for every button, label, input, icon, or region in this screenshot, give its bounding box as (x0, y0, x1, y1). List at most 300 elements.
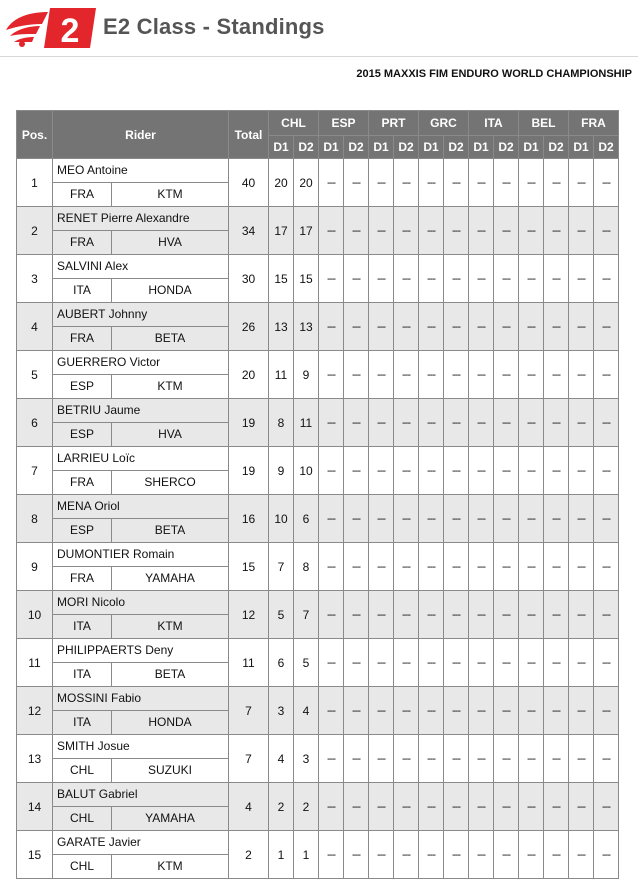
cell-position: 13 (17, 735, 53, 783)
rider-nation: CHL (53, 807, 112, 830)
cell-esp-d2: --- (344, 639, 369, 687)
rider-nation: FRA (53, 327, 112, 350)
rider-name: PHILIPPAERTS Deny (53, 639, 228, 663)
cell-esp-d1: --- (319, 735, 344, 783)
cell-esp-d1: --- (319, 303, 344, 351)
cell-total: 16 (229, 495, 269, 543)
cell-fra-d1: --- (569, 351, 594, 399)
cell-chl-d2: 1 (294, 831, 319, 879)
cell-chl-d2: 13 (294, 303, 319, 351)
cell-fra-d1: --- (569, 207, 594, 255)
cell-esp-d2: --- (344, 495, 369, 543)
cell-total: 11 (229, 639, 269, 687)
cell-position: 12 (17, 687, 53, 735)
cell-chl-d2: 10 (294, 447, 319, 495)
cell-bel-d2: --- (544, 447, 569, 495)
cell-chl-d2: 2 (294, 783, 319, 831)
rider-nation: ITA (53, 663, 112, 686)
header-bel-d2: D2 (544, 136, 569, 159)
cell-prt-d1: --- (369, 207, 394, 255)
rider-bike: HVA (158, 235, 182, 249)
cell-ita-d1: --- (469, 399, 494, 447)
rider-nation: FRA (53, 231, 112, 254)
table-row (17, 831, 619, 879)
cell-chl-d2: 20 (294, 159, 319, 207)
cell-bel-d1: --- (519, 735, 544, 783)
cell-chl-d1: 13 (269, 303, 294, 351)
cell-grc-d2: --- (444, 591, 469, 639)
cell-bel-d1: --- (519, 495, 544, 543)
cell-chl-d1: 1 (269, 831, 294, 879)
cell-bel-d1: --- (519, 303, 544, 351)
rider-details (53, 519, 228, 542)
cell-esp-d1: --- (319, 783, 344, 831)
cell-rider (53, 591, 229, 639)
cell-esp-d2: --- (344, 255, 369, 303)
cell-grc-d1: --- (419, 831, 444, 879)
rider-nation: ESP (53, 423, 112, 446)
header-event-ita: ITA (469, 111, 519, 136)
header-chl-d2: D2 (294, 136, 319, 159)
cell-rider (53, 447, 229, 495)
cell-esp-d2: --- (344, 207, 369, 255)
cell-grc-d2: --- (444, 831, 469, 879)
cell-bel-d2: --- (544, 783, 569, 831)
cell-prt-d1: --- (369, 159, 394, 207)
cell-ita-d1: --- (469, 831, 494, 879)
cell-ita-d2: --- (494, 303, 519, 351)
cell-bel-d1: --- (519, 687, 544, 735)
cell-bel-d2: --- (544, 207, 569, 255)
cell-esp-d2: --- (344, 783, 369, 831)
rider-name: AUBERT Johnny (53, 303, 228, 327)
cell-ita-d2: --- (494, 255, 519, 303)
cell-chl-d2: 17 (294, 207, 319, 255)
cell-bel-d1: --- (519, 543, 544, 591)
cell-ita-d1: --- (469, 303, 494, 351)
cell-rider (53, 831, 229, 879)
cell-bel-d2: --- (544, 831, 569, 879)
cell-fra-d1: --- (569, 447, 594, 495)
cell-position: 14 (17, 783, 53, 831)
header-event-fra: FRA (569, 111, 619, 136)
cell-prt-d2: --- (394, 159, 419, 207)
cell-fra-d2: --- (594, 495, 619, 543)
cell-fra-d1: --- (569, 303, 594, 351)
cell-rider (53, 399, 229, 447)
header-fra-d1: D1 (569, 136, 594, 159)
cell-bel-d2: --- (544, 543, 569, 591)
cell-ita-d1: --- (469, 255, 494, 303)
cell-position: 1 (17, 159, 53, 207)
championship-title: 2015 MAXXIS FIM ENDURO WORLD CHAMPIONSHIP (356, 68, 632, 80)
rider-bike: SUZUKI (147, 763, 192, 777)
cell-ita-d1: --- (469, 351, 494, 399)
cell-esp-d1: --- (319, 831, 344, 879)
cell-rider (53, 735, 229, 783)
cell-prt-d1: --- (369, 639, 394, 687)
cell-ita-d1: --- (469, 207, 494, 255)
cell-esp-d1: --- (319, 351, 344, 399)
cell-esp-d2: --- (344, 591, 369, 639)
cell-rider (53, 255, 229, 303)
cell-position: 6 (17, 399, 53, 447)
rider-nation: FRA (53, 471, 112, 494)
cell-grc-d2: --- (444, 207, 469, 255)
cell-rider (53, 351, 229, 399)
e2-class-logo (4, 4, 100, 50)
cell-grc-d2: --- (444, 735, 469, 783)
cell-bel-d1: --- (519, 447, 544, 495)
cell-bel-d2: --- (544, 255, 569, 303)
cell-ita-d2: --- (494, 543, 519, 591)
cell-esp-d2: --- (344, 831, 369, 879)
cell-ita-d1: --- (469, 591, 494, 639)
cell-prt-d2: --- (394, 303, 419, 351)
rider-nation: ITA (53, 711, 112, 734)
page-title: E2 Class - Standings (103, 14, 325, 39)
cell-total: 15 (229, 543, 269, 591)
cell-chl-d2: 3 (294, 735, 319, 783)
cell-ita-d2: --- (494, 447, 519, 495)
cell-bel-d2: --- (544, 687, 569, 735)
cell-ita-d1: --- (469, 687, 494, 735)
cell-fra-d2: --- (594, 543, 619, 591)
cell-chl-d1: 7 (269, 543, 294, 591)
cell-rider (53, 495, 229, 543)
header-total: Total (229, 111, 269, 159)
cell-total: 2 (229, 831, 269, 879)
table-row (17, 303, 619, 351)
cell-bel-d1: --- (519, 351, 544, 399)
cell-prt-d1: --- (369, 687, 394, 735)
cell-chl-d2: 6 (294, 495, 319, 543)
cell-grc-d1: --- (419, 207, 444, 255)
cell-chl-d2: 11 (294, 399, 319, 447)
rider-bike: KTM (157, 379, 183, 393)
header-esp-d2: D2 (344, 136, 369, 159)
cell-prt-d1: --- (369, 495, 394, 543)
cell-prt-d1: --- (369, 351, 394, 399)
cell-prt-d2: --- (394, 351, 419, 399)
cell-fra-d1: --- (569, 783, 594, 831)
rider-bike: HONDA (148, 715, 192, 729)
table-row (17, 159, 619, 207)
cell-total: 7 (229, 687, 269, 735)
rider-details (53, 183, 228, 206)
cell-chl-d2: 9 (294, 351, 319, 399)
cell-position: 10 (17, 591, 53, 639)
cell-bel-d1: --- (519, 831, 544, 879)
cell-fra-d2: --- (594, 303, 619, 351)
cell-grc-d2: --- (444, 159, 469, 207)
logo-number: 2 (60, 12, 80, 50)
cell-grc-d2: --- (444, 639, 469, 687)
cell-total: 19 (229, 447, 269, 495)
cell-prt-d1: --- (369, 447, 394, 495)
cell-prt-d1: --- (369, 255, 394, 303)
rider-name: BALUT Gabriel (53, 783, 228, 807)
header-event-esp: ESP (319, 111, 369, 136)
cell-grc-d1: --- (419, 687, 444, 735)
cell-position: 3 (17, 255, 53, 303)
cell-grc-d2: --- (444, 303, 469, 351)
cell-position: 5 (17, 351, 53, 399)
cell-fra-d1: --- (569, 591, 594, 639)
header-prt-d1: D1 (369, 136, 394, 159)
cell-esp-d1: --- (319, 207, 344, 255)
cell-position: 8 (17, 495, 53, 543)
rider-name: BETRIU Jaume (53, 399, 228, 423)
cell-grc-d1: --- (419, 735, 444, 783)
cell-rider (53, 639, 229, 687)
header-event-chl: CHL (269, 111, 319, 136)
header-esp-d1: D1 (319, 136, 344, 159)
cell-ita-d1: --- (469, 783, 494, 831)
cell-grc-d1: --- (419, 351, 444, 399)
rider-details (53, 759, 228, 782)
cell-rider (53, 783, 229, 831)
rider-bike: YAMAHA (145, 571, 195, 585)
rider-details (53, 711, 228, 734)
table-row (17, 687, 619, 735)
rider-bike: KTM (157, 187, 183, 201)
cell-fra-d2: --- (594, 591, 619, 639)
cell-bel-d2: --- (544, 351, 569, 399)
rider-name: SALVINI Alex (53, 255, 228, 279)
cell-esp-d1: --- (319, 543, 344, 591)
rider-details (53, 855, 228, 878)
cell-total: 34 (229, 207, 269, 255)
cell-chl-d1: 17 (269, 207, 294, 255)
cell-bel-d1: --- (519, 399, 544, 447)
rider-nation: ITA (53, 615, 112, 638)
rider-name: GARATE Javier (53, 831, 228, 855)
standings-table (16, 110, 619, 879)
cell-ita-d1: --- (469, 495, 494, 543)
cell-total: 4 (229, 783, 269, 831)
table-row (17, 735, 619, 783)
cell-grc-d2: --- (444, 687, 469, 735)
header-prt-d2: D2 (394, 136, 419, 159)
cell-ita-d1: --- (469, 447, 494, 495)
table-row (17, 255, 619, 303)
cell-ita-d2: --- (494, 159, 519, 207)
rider-bike: BETA (154, 523, 186, 537)
cell-esp-d2: --- (344, 351, 369, 399)
cell-grc-d2: --- (444, 447, 469, 495)
cell-prt-d1: --- (369, 783, 394, 831)
cell-esp-d1: --- (319, 447, 344, 495)
cell-esp-d1: --- (319, 495, 344, 543)
cell-ita-d2: --- (494, 783, 519, 831)
cell-total: 7 (229, 735, 269, 783)
cell-esp-d1: --- (319, 255, 344, 303)
rider-details (53, 231, 228, 254)
cell-prt-d1: --- (369, 399, 394, 447)
rider-name: MENA Oriol (53, 495, 228, 519)
cell-fra-d2: --- (594, 735, 619, 783)
cell-grc-d2: --- (444, 495, 469, 543)
cell-chl-d1: 20 (269, 159, 294, 207)
cell-ita-d2: --- (494, 591, 519, 639)
cell-position: 15 (17, 831, 53, 879)
cell-fra-d2: --- (594, 207, 619, 255)
cell-position: 11 (17, 639, 53, 687)
cell-esp-d1: --- (319, 591, 344, 639)
cell-fra-d2: --- (594, 399, 619, 447)
rider-bike: BETA (154, 331, 186, 345)
cell-prt-d2: --- (394, 399, 419, 447)
cell-rider (53, 159, 229, 207)
cell-grc-d1: --- (419, 783, 444, 831)
cell-fra-d2: --- (594, 255, 619, 303)
cell-esp-d2: --- (344, 399, 369, 447)
header-grc-d2: D2 (444, 136, 469, 159)
rider-name: LARRIEU Loïc (53, 447, 228, 471)
cell-esp-d2: --- (344, 543, 369, 591)
cell-grc-d1: --- (419, 399, 444, 447)
cell-bel-d2: --- (544, 303, 569, 351)
cell-position: 4 (17, 303, 53, 351)
rider-name: DUMONTIER Romain (53, 543, 228, 567)
cell-prt-d1: --- (369, 831, 394, 879)
rider-details (53, 807, 228, 830)
page-header (0, 0, 638, 56)
cell-prt-d2: --- (394, 735, 419, 783)
cell-grc-d2: --- (444, 399, 469, 447)
rider-details (53, 327, 228, 350)
cell-grc-d1: --- (419, 303, 444, 351)
cell-total: 20 (229, 351, 269, 399)
cell-grc-d2: --- (444, 351, 469, 399)
cell-rider (53, 543, 229, 591)
cell-total: 12 (229, 591, 269, 639)
header-ita-d1: D1 (469, 136, 494, 159)
cell-bel-d1: --- (519, 783, 544, 831)
cell-ita-d2: --- (494, 495, 519, 543)
rider-nation: CHL (53, 759, 112, 782)
cell-esp-d1: --- (319, 687, 344, 735)
cell-fra-d2: --- (594, 159, 619, 207)
rider-bike: KTM (157, 619, 183, 633)
cell-prt-d2: --- (394, 639, 419, 687)
header-event-grc: GRC (419, 111, 469, 136)
table-row (17, 783, 619, 831)
cell-chl-d1: 8 (269, 399, 294, 447)
rider-nation: FRA (53, 183, 112, 206)
rider-name: SMITH Josue (53, 735, 228, 759)
cell-fra-d1: --- (569, 255, 594, 303)
header-bel-d1: D1 (519, 136, 544, 159)
cell-rider (53, 207, 229, 255)
cell-fra-d1: --- (569, 159, 594, 207)
cell-grc-d2: --- (444, 783, 469, 831)
table-row (17, 399, 619, 447)
cell-ita-d1: --- (469, 639, 494, 687)
cell-grc-d1: --- (419, 159, 444, 207)
cell-bel-d2: --- (544, 639, 569, 687)
rider-nation: FRA (53, 567, 112, 590)
cell-bel-d2: --- (544, 735, 569, 783)
cell-ita-d2: --- (494, 735, 519, 783)
cell-esp-d2: --- (344, 735, 369, 783)
cell-fra-d2: --- (594, 831, 619, 879)
cell-grc-d1: --- (419, 255, 444, 303)
rider-nation: ITA (53, 279, 112, 302)
table-row (17, 591, 619, 639)
rider-name: RENET Pierre Alexandre (53, 207, 228, 231)
cell-prt-d2: --- (394, 591, 419, 639)
cell-chl-d1: 11 (269, 351, 294, 399)
cell-grc-d1: --- (419, 495, 444, 543)
cell-total: 26 (229, 303, 269, 351)
cell-total: 19 (229, 399, 269, 447)
cell-grc-d2: --- (444, 255, 469, 303)
cell-esp-d2: --- (344, 159, 369, 207)
cell-grc-d1: --- (419, 543, 444, 591)
cell-bel-d1: --- (519, 207, 544, 255)
header-rider: Rider (53, 111, 229, 159)
rider-details (53, 279, 228, 302)
cell-bel-d2: --- (544, 159, 569, 207)
cell-fra-d2: --- (594, 351, 619, 399)
cell-prt-d1: --- (369, 591, 394, 639)
cell-ita-d2: --- (494, 351, 519, 399)
cell-chl-d2: 8 (294, 543, 319, 591)
cell-esp-d2: --- (344, 447, 369, 495)
cell-fra-d1: --- (569, 639, 594, 687)
cell-chl-d1: 4 (269, 735, 294, 783)
cell-prt-d2: --- (394, 447, 419, 495)
cell-esp-d1: --- (319, 639, 344, 687)
rider-bike: SHERCO (144, 475, 196, 489)
cell-ita-d2: --- (494, 687, 519, 735)
rider-details (53, 567, 228, 590)
rider-details (53, 375, 228, 398)
cell-fra-d1: --- (569, 495, 594, 543)
cell-fra-d2: --- (594, 447, 619, 495)
rider-details (53, 615, 228, 638)
cell-chl-d1: 10 (269, 495, 294, 543)
cell-position: 9 (17, 543, 53, 591)
rider-name: MEO Antoine (53, 159, 228, 183)
cell-chl-d1: 3 (269, 687, 294, 735)
cell-rider (53, 687, 229, 735)
header-divider (0, 56, 638, 57)
cell-prt-d2: --- (394, 495, 419, 543)
cell-fra-d2: --- (594, 639, 619, 687)
cell-ita-d2: --- (494, 399, 519, 447)
header-event-bel: BEL (519, 111, 569, 136)
cell-prt-d1: --- (369, 543, 394, 591)
cell-fra-d2: --- (594, 783, 619, 831)
table-row (17, 495, 619, 543)
cell-grc-d1: --- (419, 591, 444, 639)
header-event-prt: PRT (369, 111, 419, 136)
rider-nation: ESP (53, 375, 112, 398)
table-row (17, 351, 619, 399)
rider-details (53, 663, 228, 686)
cell-esp-d2: --- (344, 687, 369, 735)
cell-position: 7 (17, 447, 53, 495)
cell-bel-d2: --- (544, 495, 569, 543)
cell-ita-d2: --- (494, 207, 519, 255)
header-ita-d2: D2 (494, 136, 519, 159)
cell-chl-d2: 5 (294, 639, 319, 687)
cell-esp-d2: --- (344, 303, 369, 351)
cell-grc-d1: --- (419, 639, 444, 687)
